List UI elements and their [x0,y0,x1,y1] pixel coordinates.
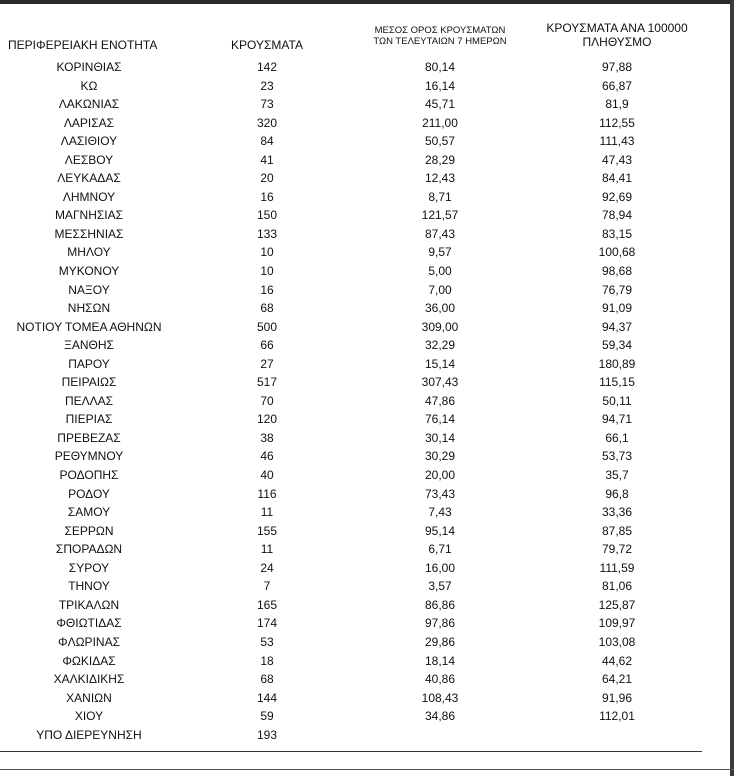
seven-day-average-cell: 309,00 [421,319,459,334]
seven-day-average-cell: 16,00 [424,560,456,575]
seven-day-average-cell: 28,29 [424,152,456,167]
cases-cell: 7 [263,579,271,594]
seven-day-average-cell: 211,00 [422,115,458,130]
seven-day-average-cell: 12,43 [424,171,456,186]
table-row [0,503,730,522]
cases-per-100000-cell: 33,36 [601,505,633,520]
cases-cell: 53 [260,634,274,649]
table-row [0,188,730,207]
region-cell: ΠΕΙΡΑΙΩΣ [61,375,117,390]
region-cell: ΛΑΚΩΝΙΑΣ [58,97,120,112]
seven-day-average-cell: 15,14 [424,356,456,371]
seven-day-average-cell: 30,29 [424,449,456,464]
header-avg-line-1: ΜΕΣΟΣ ΟΡΟΣ ΚΡΟΥΣΜΑΤΩΝ [374,25,506,36]
region-cell: ΠΑΡΟΥ [68,356,110,371]
cases-per-100000-cell: 44,62 [601,653,633,668]
region-cell: ΣΑΜΟΥ [67,505,111,520]
seven-day-average-cell: 7,43 [428,505,452,520]
cases-per-100000-cell: 64,21 [601,672,633,687]
table-row [0,485,730,504]
cases-per-100000-cell: 94,71 [601,412,633,427]
cases-per-100000-cell: 81,9 [605,97,629,112]
cases-cell: 18 [260,653,274,668]
cases-per-100000-cell: 66,87 [601,78,633,93]
table-row [0,95,730,114]
table-row [0,151,730,170]
seven-day-average-cell: 16,14 [424,78,456,93]
region-cell: ΛΕΣΒΟΥ [64,152,114,167]
table-row [0,596,730,615]
seven-day-average-cell: 36,00 [424,301,456,316]
table-row [0,373,730,392]
region-cell: ΧΑΝΙΩΝ [66,690,112,705]
region-cell: ΡΟΔΟΥ [68,486,110,501]
seven-day-average-cell: 86,86 [424,597,456,612]
cases-per-100000-cell: 180,89 [598,356,636,371]
table-row [0,707,730,726]
seven-day-average-cell: 307,43 [421,375,459,390]
seven-day-average-cell: 87,43 [424,226,456,241]
seven-day-average-cell: 34,86 [424,709,456,724]
table-row [0,206,730,225]
table-row [0,577,730,596]
right-border [730,0,734,776]
cases-cell: 193 [256,727,278,742]
cases-cell: 84 [260,134,274,149]
cases-per-100000-cell: 87,85 [601,523,633,538]
table-row [0,689,730,708]
table-row [0,114,730,133]
seven-day-average-cell: 108,43 [421,690,459,705]
cases-cell: 40 [260,468,274,483]
cases-cell: 11 [260,505,274,520]
seven-day-average-cell: 5,00 [428,264,452,279]
cases-per-100000-cell: 109,97 [598,616,636,631]
region-cell: ΠΙΕΡΙΑΣ [65,412,113,427]
table-row [0,281,730,300]
seven-day-average-cell: 6,71 [428,542,452,557]
seven-day-average-cell: 3,57 [428,579,452,594]
cases-cell: 144 [256,690,278,705]
header-cases: ΚΡΟΥΣΜΑΤΑ [231,38,303,52]
table-row [0,447,730,466]
header-per-line-1: ΚΡΟΥΣΜΑΤΑ ΑΝΑ 100000 [546,21,688,35]
seven-day-average-cell: 76,14 [424,412,456,427]
table-row [0,466,730,485]
cases-per-100000-cell: 66,1 [605,430,629,445]
table-row [0,77,730,96]
region-cell: ΧΙΟΥ [74,709,104,724]
table-row [0,132,730,151]
cases-per-100000-cell: 53,73 [601,449,633,464]
cases-cell: 500 [256,319,278,334]
table-row [0,355,730,374]
cases-per-100000-cell: 92,69 [601,189,633,204]
seven-day-average-cell: 95,14 [424,523,456,538]
cases-cell: 66 [260,338,274,353]
region-cell: ΜΗΛΟΥ [67,245,111,260]
table-row [0,299,730,318]
region-cell: ΣΕΡΡΩΝ [64,523,114,538]
region-cell: ΧΑΛΚΙΔΙΚΗΣ [53,672,125,687]
cases-per-100000-cell: 59,34 [601,338,633,353]
cases-cell: 23 [260,78,274,93]
table-header [0,14,730,58]
cases-per-100000-cell: 112,01 [599,709,635,724]
cases-per-100000-cell: 84,41 [601,171,633,186]
cases-cell: 59 [260,709,274,724]
region-cell: ΣΠΟΡΑΔΩΝ [55,542,123,557]
cases-per-100000-cell: 35,7 [605,468,629,483]
cases-cell: 41 [260,152,274,167]
region-cell: ΡΟΔΟΠΗΣ [59,468,119,483]
cases-per-100000-cell: 81,06 [601,579,633,594]
cases-per-100000-cell: 97,88 [601,60,633,74]
table-row [0,169,730,188]
cases-cell: 20 [260,171,274,186]
seven-day-average-cell: 45,71 [424,97,456,112]
region-cell: ΜΕΣΣΗΝΙΑΣ [54,226,124,241]
cases-per-100000-cell: 125,87 [598,597,636,612]
table-row [0,225,730,244]
region-cell: ΣΥΡΟΥ [68,560,110,575]
region-cell: ΜΑΓΝΗΣΙΑΣ [54,208,124,223]
cases-per-100000-cell: 98,68 [601,264,633,279]
cases-cell: 150 [256,208,278,223]
cases-per-100000-cell: 83,15 [601,226,633,241]
cases-table [0,58,730,744]
seven-day-average-cell: 32,29 [424,338,456,353]
region-cell: ΛΑΡΙΣΑΣ [63,115,115,130]
cases-cell: 165 [256,597,278,612]
cases-per-100000-cell: 76,79 [601,282,633,297]
cases-cell: 155 [256,523,278,538]
table-row [0,336,730,355]
table-row [0,559,730,578]
region-cell: ΝΗΣΩΝ [67,301,111,316]
cases-per-100000-cell: 112,55 [599,115,635,130]
cases-cell: 11 [260,542,274,557]
seven-day-average-cell: 7,00 [428,282,452,297]
cases-per-100000-cell: 111,59 [599,560,635,575]
cases-per-100000-cell: 79,72 [601,542,633,557]
table-row [0,633,730,652]
cases-per-100000-cell: 78,94 [601,208,633,223]
region-cell: ΠΕΛΛΑΣ [64,393,114,408]
seven-day-average-cell: 9,57 [428,245,452,260]
cases-cell: 27 [260,356,274,371]
seven-day-average-cell: 50,57 [424,134,456,149]
table-row [0,652,730,671]
cases-per-100000-cell: 50,11 [602,393,632,408]
region-cell: ΤΡΙΚΑΛΩΝ [58,597,120,612]
cases-cell: 46 [260,449,274,464]
seven-day-average-cell: 97,86 [424,616,456,631]
seven-day-average-cell: 47,86 [424,393,456,408]
seven-day-average-cell: 30,14 [424,430,456,445]
table-row [0,410,730,429]
table-row [0,429,730,448]
region-cell: ΝΟΤΙΟΥ ΤΟΜΕΑ ΑΘΗΝΩΝ [16,319,162,334]
cases-cell: 10 [260,264,274,279]
region-cell: ΜΥΚΟΝΟΥ [58,264,120,279]
page-bottom-rule [0,769,734,770]
cases-cell: 24 [260,560,274,575]
cases-cell: 120 [256,412,278,427]
table-row [0,392,730,411]
region-cell: ΚΩ [80,78,98,93]
cases-cell: 16 [260,189,274,204]
region-cell: ΛΑΣΙΘΙΟΥ [60,134,118,149]
region-cell: ΤΗΝΟΥ [68,579,110,594]
cases-cell: 320 [256,115,278,130]
header-cases-per-100000 [527,22,707,50]
region-cell: ΦΩΚΙΔΑΣ [62,653,116,668]
table-row [0,540,730,559]
region-cell: ΦΘΙΩΤΙΔΑΣ [56,616,122,631]
cases-per-100000-cell: 103,08 [598,634,636,649]
region-cell: ΚΟΡΙΝΘΙΑΣ [56,60,122,74]
cases-cell: 133 [256,226,278,241]
cases-cell: 73 [260,97,274,112]
table-row [0,243,730,262]
cases-per-100000-cell: 94,37 [601,319,633,334]
table-row [0,58,730,77]
table-bottom-rule [0,751,702,752]
seven-day-average-cell: 73,43 [424,486,456,501]
header-per-line-2: ΠΛΗΘΥΣΜΟ [582,34,652,49]
cases-per-100000-cell: 91,09 [601,301,633,316]
table-row [0,262,730,281]
region-cell: ΞΑΝΘΗΣ [64,338,114,353]
region-cell: ΛΕΥΚΑΔΑΣ [57,171,121,186]
region-cell: ΝΑΞΟΥ [68,282,110,297]
cases-cell: 16 [260,282,274,297]
region-cell: ΠΡΕΒΕΖΑΣ [57,430,121,445]
table-row [0,670,730,689]
seven-day-average-cell: 29,86 [424,634,456,649]
cases-cell: 174 [256,616,278,631]
cases-per-100000-cell: 100,68 [598,245,636,260]
cases-per-100000-cell: 91,96 [601,690,633,705]
region-cell: ΦΛΩΡΙΝΑΣ [58,634,120,649]
cases-cell: 142 [256,60,278,74]
cases-cell: 68 [260,301,274,316]
seven-day-average-cell: 40,86 [424,672,456,687]
cases-cell: 70 [260,393,274,408]
table-row [0,726,730,745]
cases-per-100000-cell: 96,8 [605,486,629,501]
header-avg-line-2: ΤΩΝ ΤΕΛΕΥΤΑΙΩΝ 7 ΗΜΕΡΩΝ [373,35,507,47]
table-row [0,318,730,337]
cases-cell: 517 [256,375,278,390]
header-region: ΠΕΡΙΦΕΡΕΙΑΚΗ ΕΝΟΤΗΤΑ [8,38,158,52]
cases-cell: 38 [260,430,274,445]
top-border [0,0,734,4]
seven-day-average-cell: 8,71 [428,189,452,204]
cases-per-100000-cell: 111,43 [599,134,635,149]
table-row [0,522,730,541]
seven-day-average-cell: 20,00 [424,468,456,483]
region-cell: ΡΕΘΥΜΝΟΥ [54,449,124,464]
seven-day-average-cell: 121,57 [421,208,459,223]
seven-day-average-cell: 18,14 [424,653,456,668]
cases-per-100000-cell: 115,15 [599,375,635,390]
seven-day-average-cell: 80,14 [424,60,456,74]
header-seven-day-average [350,26,530,48]
table-row [0,614,730,633]
cases-cell: 116 [257,486,277,501]
cases-cell: 68 [260,672,274,687]
region-cell: ΥΠΟ ΔΙΕΡΕΥΝΗΣΗ [36,727,142,742]
cases-per-100000-cell: 47,43 [601,152,633,167]
region-cell: ΛΗΜΝΟΥ [62,189,116,204]
cases-cell: 10 [260,245,274,260]
